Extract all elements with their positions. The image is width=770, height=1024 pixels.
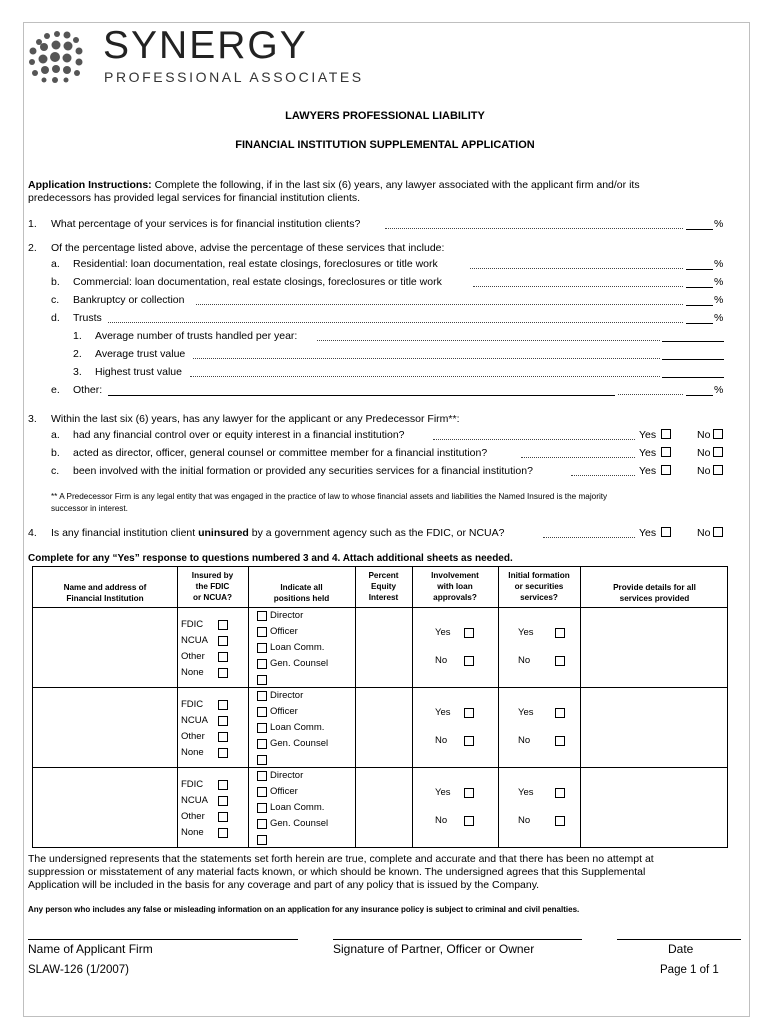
instructions-text-1: Complete the following, if in the last six (6) years, any lawyer associated with the applicant firm and/or its xyxy=(154,179,640,191)
header-positions-line: positions held xyxy=(273,594,330,603)
q2e-leader xyxy=(618,394,683,395)
q3b-yes-checkbox[interactable] xyxy=(661,447,671,457)
q2c-leader xyxy=(196,304,683,305)
q2d3-number: 3. xyxy=(73,366,82,378)
position-checkbox[interactable] xyxy=(257,659,267,669)
header-name-address-line: Financial Institution xyxy=(66,594,144,603)
securities-yes-label: Yes xyxy=(518,787,534,798)
insured-option-checkbox[interactable] xyxy=(218,636,228,646)
position-checkbox[interactable] xyxy=(257,771,267,781)
firm-name-field[interactable] xyxy=(28,939,298,940)
securities-yes-label: Yes xyxy=(518,707,534,718)
q2a-unit: % xyxy=(714,258,724,270)
header-insured xyxy=(177,570,248,603)
header-insured-line: or NCUA? xyxy=(192,593,233,602)
position-label: Director xyxy=(270,770,304,781)
header-insured-line: Insured by xyxy=(191,571,234,580)
header-equity-line: Percent xyxy=(368,571,399,580)
q3b-no-label: No xyxy=(697,447,711,459)
q3c-yes-label: Yes xyxy=(639,465,657,477)
position-checkbox[interactable] xyxy=(257,723,267,733)
header-equity-line: Equity xyxy=(370,582,397,591)
loan-yes-checkbox[interactable] xyxy=(464,628,474,638)
q3b-text: acted as director, officer, general counsel or committee member for a financial institution? xyxy=(73,447,488,459)
header-loan-line: Involvement xyxy=(431,571,479,580)
q2b-unit: % xyxy=(714,276,724,288)
position-checkbox[interactable] xyxy=(257,835,267,845)
insured-option-label: NCUA xyxy=(181,795,208,806)
q3c-no-label: No xyxy=(697,465,711,477)
position-label: Gen. Counsel xyxy=(270,738,329,749)
form-title: LAWYERS PROFESSIONAL LIABILITY xyxy=(285,110,485,122)
securities-yes-label: Yes xyxy=(518,627,534,638)
insured-option-checkbox[interactable] xyxy=(218,812,228,822)
insured-option-label: FDIC xyxy=(181,699,204,710)
securities-no-label: No xyxy=(518,815,531,826)
insured-option-checkbox[interactable] xyxy=(218,716,228,726)
position-checkbox[interactable] xyxy=(257,803,267,813)
position-label: Gen. Counsel xyxy=(270,658,329,669)
position-checkbox[interactable] xyxy=(257,739,267,749)
table-column-divider xyxy=(498,567,499,847)
q2d2-leader xyxy=(193,358,660,359)
form-subtitle: FINANCIAL INSTITUTION SUPPLEMENTAL APPLICATION xyxy=(235,139,535,151)
q2d3-answer-field[interactable] xyxy=(662,377,724,378)
position-checkbox[interactable] xyxy=(257,643,267,653)
footnote-line2: successor in interest. xyxy=(51,504,128,513)
q2d3-leader xyxy=(190,376,660,377)
q2e-letter: e. xyxy=(51,384,60,396)
instructions-line1 xyxy=(28,179,640,192)
securities-no-checkbox[interactable] xyxy=(555,736,565,746)
q2c-letter: c. xyxy=(51,294,60,306)
securities-yes-checkbox[interactable] xyxy=(555,708,565,718)
header-securities-line: Initial formation xyxy=(508,571,570,580)
insured-option-checkbox[interactable] xyxy=(218,748,228,758)
q2d-unit: % xyxy=(714,312,724,324)
header-loan-line: with loan xyxy=(437,582,473,591)
q3b-letter: b. xyxy=(51,447,60,459)
q2d1-leader xyxy=(317,340,660,341)
loan-no-checkbox[interactable] xyxy=(464,656,474,666)
q1-unit: % xyxy=(714,218,724,230)
q3b-leader xyxy=(521,457,635,458)
q2-text: Of the percentage listed above, advise the percentage of these services that include: xyxy=(51,242,445,254)
table-column-divider xyxy=(355,567,356,847)
insured-option-label: FDIC xyxy=(181,619,204,630)
securities-no-label: No xyxy=(518,655,531,666)
insured-option-checkbox[interactable] xyxy=(218,796,228,806)
securities-no-checkbox[interactable] xyxy=(555,816,565,826)
insured-option-checkbox[interactable] xyxy=(218,700,228,710)
q2d2-answer-field[interactable] xyxy=(662,359,724,360)
q2a-answer-field[interactable] xyxy=(686,269,713,270)
instructions-label: Application Instructions: xyxy=(28,179,152,191)
q2d1-text: Average number of trusts handled per year: xyxy=(95,330,298,342)
q2d3-text: Highest trust value xyxy=(95,366,182,378)
securities-yes-checkbox[interactable] xyxy=(555,788,565,798)
header-details-line: Provide details for all xyxy=(613,583,696,592)
position-checkbox[interactable] xyxy=(257,707,267,717)
q2e-answer-field[interactable] xyxy=(686,395,713,396)
table-row-divider xyxy=(33,687,727,688)
page-number: Page 1 of 1 xyxy=(660,964,719,976)
q1-answer-field[interactable] xyxy=(686,229,713,230)
q3a-yes-label: Yes xyxy=(639,429,657,441)
q2a-text: Residential: loan documentation, real estate closings, foreclosures or title work xyxy=(73,258,438,270)
header-equity-line: Interest xyxy=(368,593,399,602)
instructions-text-2: predecessors has provided legal services for financial institution clients. xyxy=(28,192,361,204)
q4-yes-label: Yes xyxy=(639,527,657,539)
q2d2-text: Average trust value xyxy=(95,348,186,360)
insured-option-label: FDIC xyxy=(181,779,204,790)
q2d1-answer-field[interactable] xyxy=(662,341,724,342)
securities-no-checkbox[interactable] xyxy=(555,656,565,666)
position-label: Director xyxy=(270,610,304,621)
header-loan-line: approvals? xyxy=(433,593,477,602)
loan-yes-label: Yes xyxy=(435,787,451,798)
q2c-answer-field[interactable] xyxy=(686,305,713,306)
header-loan xyxy=(412,570,498,603)
header-positions xyxy=(248,582,355,604)
header-securities xyxy=(498,570,580,603)
loan-no-checkbox[interactable] xyxy=(464,736,474,746)
q2a-letter: a. xyxy=(51,258,60,270)
q4-no-checkbox[interactable] xyxy=(713,527,723,537)
q3c-text: been involved with the initial formation or provided any securities services for a financial institution? xyxy=(73,465,533,477)
table-row-divider xyxy=(33,767,727,768)
position-label: Loan Comm. xyxy=(270,642,325,653)
q2d-leader xyxy=(108,322,683,323)
q3c-no-checkbox[interactable] xyxy=(713,465,723,475)
q1-leader xyxy=(385,228,683,229)
q2b-text: Commercial: loan documentation, real estate closings, foreclosures or title work xyxy=(73,276,442,288)
securities-yes-checkbox[interactable] xyxy=(555,628,565,638)
q2d-text: Trusts xyxy=(73,312,102,324)
date-label: Date xyxy=(668,942,694,956)
header-securities-line: or securities xyxy=(514,582,564,591)
table-row-divider xyxy=(33,607,727,608)
header-securities-line: services? xyxy=(520,593,558,602)
declaration-line3: Application will be included in the basis for any coverage and part of any policy that is issued by the Company. xyxy=(28,879,540,891)
header-name-address-line: Name and address of xyxy=(63,583,147,592)
q2b-letter: b. xyxy=(51,276,60,288)
table-column-divider xyxy=(580,567,581,847)
q4-text-post: by a government agency such as the FDIC, or NCUA? xyxy=(248,527,505,539)
q4-text-pre: Is any financial institution client xyxy=(51,527,199,539)
q3b-no-checkbox[interactable] xyxy=(713,447,723,457)
position-label: Loan Comm. xyxy=(270,802,325,813)
securities-no-label: No xyxy=(518,735,531,746)
loan-no-label: No xyxy=(435,815,448,826)
header-name-address xyxy=(33,582,177,604)
q2c-unit: % xyxy=(714,294,724,306)
q3a-no-checkbox[interactable] xyxy=(713,429,723,439)
q3-text: Within the last six (6) years, has any lawyer for the applicant or any Predecessor Firm**: xyxy=(51,413,460,425)
insured-option-checkbox[interactable] xyxy=(218,620,228,630)
position-checkbox[interactable] xyxy=(257,755,267,765)
position-checkbox[interactable] xyxy=(257,627,267,637)
q4-number: 4. xyxy=(28,527,37,539)
q2e-unit: % xyxy=(714,384,724,396)
insured-option-checkbox[interactable] xyxy=(218,668,228,678)
position-checkbox[interactable] xyxy=(257,819,267,829)
insured-option-label: None xyxy=(181,827,204,838)
table-column-divider xyxy=(177,567,178,847)
table-column-divider xyxy=(412,567,413,847)
loan-no-checkbox[interactable] xyxy=(464,816,474,826)
insured-option-label: Other xyxy=(181,731,205,742)
q3a-yes-checkbox[interactable] xyxy=(661,429,671,439)
logo-tagline: PROFESSIONAL ASSOCIATES xyxy=(104,69,364,85)
position-checkbox[interactable] xyxy=(257,611,267,621)
synergy-logo-icon xyxy=(27,29,87,85)
position-label: Officer xyxy=(270,706,298,717)
q2d-letter: d. xyxy=(51,312,60,324)
q1-text: What percentage of your services is for financial institution clients? xyxy=(51,218,361,230)
header-details-line: services provided xyxy=(619,594,690,603)
insured-option-label: NCUA xyxy=(181,715,208,726)
insured-option-checkbox[interactable] xyxy=(218,732,228,742)
loan-yes-checkbox[interactable] xyxy=(464,788,474,798)
table-column-divider xyxy=(248,567,249,847)
q2b-answer-field[interactable] xyxy=(686,287,713,288)
q3c-leader xyxy=(571,475,635,476)
q1-number: 1. xyxy=(28,218,37,230)
form-id: SLAW-126 (1/2007) xyxy=(28,964,130,976)
loan-yes-label: Yes xyxy=(435,627,451,638)
insured-option-label: Other xyxy=(181,811,205,822)
q2d1-number: 1. xyxy=(73,330,82,342)
loan-no-label: No xyxy=(435,735,448,746)
q3a-leader xyxy=(433,439,635,440)
loan-yes-checkbox[interactable] xyxy=(464,708,474,718)
firm-name-label: Name of Applicant Firm xyxy=(28,942,153,956)
q4-leader xyxy=(543,537,635,538)
insured-option-checkbox[interactable] xyxy=(218,828,228,838)
penalty-warning: Any person who includes any false or misleading information on an application for any insurance policy is subject to criminal and civil penalties. xyxy=(28,905,580,914)
q3a-text: had any financial control over or equity interest in a financial institution? xyxy=(73,429,405,441)
header-positions-line: Indicate all xyxy=(280,583,323,592)
q2d-answer-field[interactable] xyxy=(686,323,713,324)
q3b-yes-label: Yes xyxy=(639,447,657,459)
header-insured-line: the FDIC xyxy=(195,582,230,591)
position-label: Gen. Counsel xyxy=(270,818,329,829)
date-field[interactable] xyxy=(617,939,741,940)
q3-number: 3. xyxy=(28,413,37,425)
insured-option-checkbox[interactable] xyxy=(218,780,228,790)
position-label: Officer xyxy=(270,626,298,637)
q3a-letter: a. xyxy=(51,429,60,441)
q2b-leader xyxy=(473,286,683,287)
loan-yes-label: Yes xyxy=(435,707,451,718)
q2-number: 2. xyxy=(28,242,37,254)
position-label: Director xyxy=(270,690,304,701)
table-intro: Complete for any “Yes” response to questions numbered 3 and 4. Attach additional sheets as needed. xyxy=(28,553,513,564)
q3a-no-label: No xyxy=(697,429,711,441)
position-label: Loan Comm. xyxy=(270,722,325,733)
q3c-letter: c. xyxy=(51,465,60,477)
q2e-text: Other: xyxy=(73,384,103,396)
q3c-yes-checkbox[interactable] xyxy=(661,465,671,475)
footnote-line1: ** A Predecessor Firm is any legal entity that was engaged in the practice of law to whose financial assets and liabilities the Named Insured is the majority xyxy=(51,492,608,501)
insured-option-checkbox[interactable] xyxy=(218,652,228,662)
q4-text xyxy=(51,527,504,540)
insured-option-label: None xyxy=(181,667,204,678)
position-checkbox[interactable] xyxy=(257,787,267,797)
q4-no-label: No xyxy=(697,527,711,539)
loan-no-label: No xyxy=(435,655,448,666)
declaration-line2: suppression or misstatement of any material facts known, or which should be known. The undersigned agrees that this Supplemental xyxy=(28,866,646,878)
insured-option-label: Other xyxy=(181,651,205,662)
q2d2-number: 2. xyxy=(73,348,82,360)
insured-option-label: None xyxy=(181,747,204,758)
q2a-leader xyxy=(470,268,683,269)
header-equity xyxy=(355,570,412,603)
q4-text-bold: uninsured xyxy=(198,527,249,539)
insured-option-label: NCUA xyxy=(181,635,208,646)
signature-label: Signature of Partner, Officer or Owner xyxy=(333,942,535,956)
financial-institution-table xyxy=(32,566,728,848)
q4-yes-checkbox[interactable] xyxy=(661,527,671,537)
header-details xyxy=(580,582,729,604)
position-checkbox[interactable] xyxy=(257,691,267,701)
declaration-line1: The undersigned represents that the statements set forth herein are true, complete and accurate and that there has been no attempt at xyxy=(28,853,654,865)
signature-field[interactable] xyxy=(333,939,582,940)
logo-wordmark: SYNERGY xyxy=(103,24,308,67)
position-checkbox[interactable] xyxy=(257,675,267,685)
q2e-other-field[interactable] xyxy=(108,395,615,396)
q2c-text: Bankruptcy or collection xyxy=(73,294,185,306)
position-label: Officer xyxy=(270,786,298,797)
